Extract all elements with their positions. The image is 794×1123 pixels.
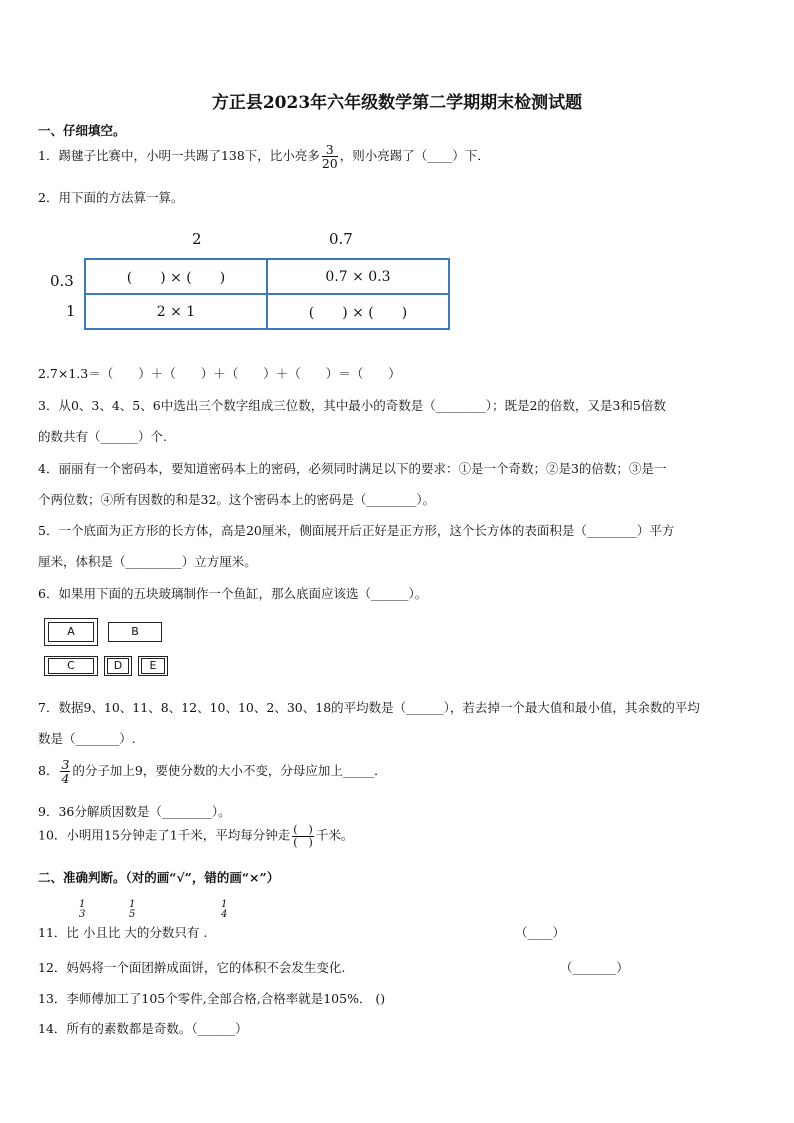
q1-text-after: ，则小亮踢了（____）下．: [339, 148, 490, 164]
page-title: 方正县2023年六年级数学第二学期期末检测试题: [211, 93, 583, 113]
question-6: 6．如果用下面的五块玻璃制作一个鱼缸，那么底面应该选（______）。: [38, 586, 428, 601]
q11-f2-den: 5: [129, 909, 136, 920]
glass-piece-b: B: [108, 622, 162, 642]
q11-f1-den: 3: [79, 909, 86, 920]
question-3-line-2: 的数共有（______）个.: [38, 429, 167, 444]
q11-f2-num: 1: [129, 899, 136, 910]
q8-text: 的分子加上9，要使分数的大小不变，分母应加上_____．: [72, 763, 387, 779]
question-1: [38, 143, 490, 170]
q1-text-before: 1．踢毽子比赛中，小明一共踢了138下，比小亮多: [38, 148, 320, 164]
q11-f1-num: 1: [79, 899, 86, 910]
question-5-line-2: 厘米，体积是（_________）立方厘米。: [38, 554, 257, 569]
glass-piece-a: A: [48, 622, 94, 642]
glass-piece-e: E: [141, 658, 165, 674]
question-4-line-2: 个两位数；④所有因数的和是32。这个密码本上的密码是（________）。: [38, 492, 436, 507]
q10-numerator-blank: ( ): [293, 823, 313, 836]
question-14: 14．所有的素数都是奇数。（______）: [38, 1021, 248, 1036]
q11-fraction-1: [79, 900, 85, 920]
q10-text-before: 10．小明用15分钟走了1千米，平均每分钟走: [38, 827, 291, 843]
q11-answer-blank[interactable]: （____）: [515, 925, 566, 940]
question-9: 9．36分解质因数是（________）。: [38, 804, 231, 819]
q12-answer-blank[interactable]: （_______）: [560, 960, 629, 975]
q2-top-label-1: 2: [192, 230, 202, 248]
glass-piece-c: C: [48, 658, 94, 674]
q1-numerator: 3: [322, 143, 338, 157]
q2-left-label-2: 1: [66, 302, 76, 320]
question-7-line-1: 7．数据9、10、11、8、12、10、10、2、30、18的平均数是（______），若去掉一个最大值和最小值，其余数的平均: [38, 700, 700, 715]
q11-fraction-3: [221, 900, 227, 920]
question-8: [38, 758, 387, 785]
question-7-line-2: 数是（_______）.: [38, 731, 136, 746]
q8-prefix: 8．: [38, 763, 59, 779]
question-4-line-1: 4．丽丽有一个密码本，要知道密码本上的密码，必须同时满足以下的要求：①是一个奇数；②是3的倍数；③是一: [38, 461, 667, 476]
q8-fraction: [60, 758, 70, 785]
q11-f3-den: 4: [221, 909, 228, 920]
q1-fraction: [322, 143, 338, 170]
q10-text-after: 千米。: [315, 827, 354, 843]
q2-area-model-table: [84, 258, 450, 330]
q2-cell-2: 0.7 × 0.3: [267, 259, 449, 294]
glass-piece-d: D: [107, 658, 129, 674]
section-1-heading: 一、仔细填空。: [38, 123, 126, 138]
question-12: 12．妈妈将一个面团擀成面饼，它的体积不会发生变化.: [38, 960, 346, 975]
question-10: [38, 824, 353, 848]
q2-equation: 2.7×1.3＝（ ）＋（ ）＋（ ）＋（ ）＝（ ）: [38, 366, 401, 381]
q11-f3-num: 1: [221, 899, 228, 910]
q8-numerator: 3: [61, 757, 70, 772]
q2-top-label-2: 0.7: [329, 230, 353, 248]
q2-left-label-1: 0.3: [50, 272, 74, 290]
q8-denominator: 4: [61, 771, 70, 787]
question-5-line-1: 5．一个底面为正方形的长方体，高是20厘米，侧面展开后正好是正方形，这个长方体的表面积是（________）平方: [38, 523, 675, 538]
question-11: 11．比 小且比 大的分数只有 .: [38, 925, 208, 940]
q2-cell-4: ( ) × ( ): [267, 294, 449, 329]
question-3-line-1: 3．从0、3、4、5、6中选出三个数字组成三位数，其中最小的奇数是（________）；既是2的倍数，又是3和5倍数: [38, 398, 666, 413]
q1-denominator: 20: [321, 156, 338, 172]
q10-denominator-blank: ( ): [293, 835, 313, 849]
q2-cell-3: 2 × 1: [85, 294, 267, 329]
question-2: 2．用下面的方法算一算。: [38, 190, 184, 205]
section-2-heading: 二、准确判断。（对的画“√”，错的画“×”）: [38, 870, 280, 885]
question-13: 13．李师傅加工了105个零件,全部合格,合格率就是105%． (): [38, 991, 386, 1006]
q11-fraction-2: [129, 900, 135, 920]
q10-fraction: [292, 824, 314, 848]
q2-cell-1: ( ) × ( ): [85, 259, 267, 294]
